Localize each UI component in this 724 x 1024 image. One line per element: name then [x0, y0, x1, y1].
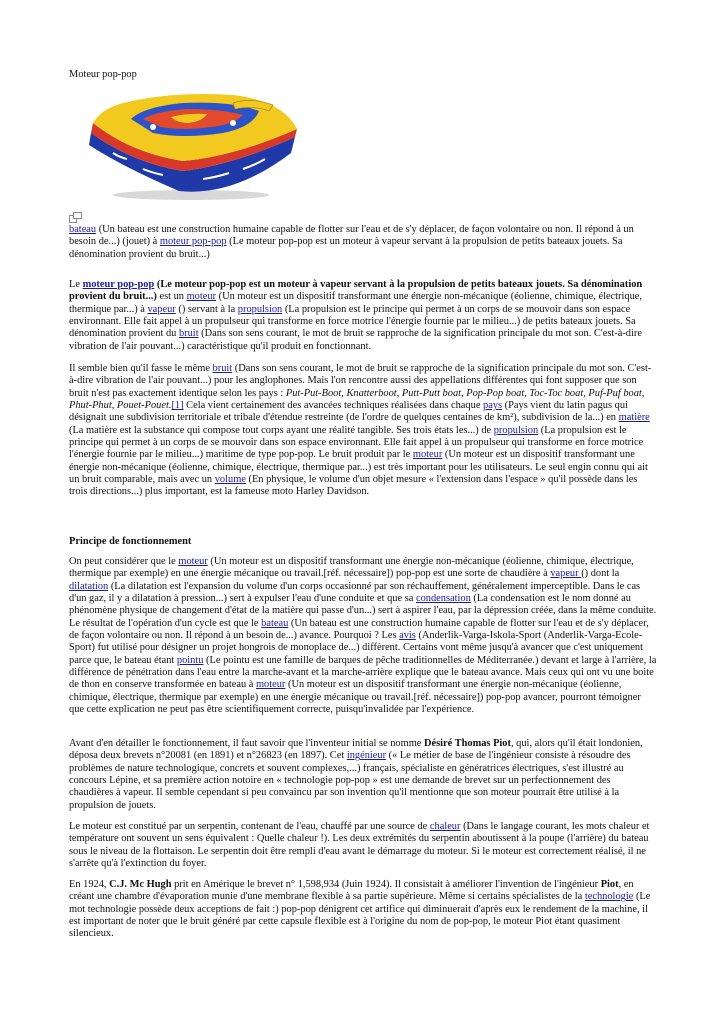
text: (La propulsion est le principe qui permet à un corps de se mouvoir dans son espace environnant. Elle fait appel à un propulseur qui transforme en force motrice l'énergie fournie par le milieu...) de petits bateaux jouets. Sa dénomination provient du	[69, 303, 636, 340]
text: (Un moteur est un dispositif transformant une énergie non-mécanique (éolienne, chimique, électrique, thermique par exemple) en une énergie mécanique ou travail.[réf. nécessaire]) pop-pop avancer, pourront témoigner que cette explication ne peut pas être scientifiquement correcte, puisqu'invalidée par l'expérience.	[69, 679, 641, 716]
text: (Dans son sens courant, le mot de bruit se rapproche de la signification principale du mot son. C'est-à-dire vibration de l'air pouvant...) caractéristique qu'il produit en fonctionnant.	[69, 328, 642, 352]
text: , en créant une chambre d'évaporation munie d'une membrane flexible à sa partie supérieure. Même si certains spécialistes de la	[69, 879, 634, 903]
text: Le moteur est constitué par un serpentin, contenant de l'eau, chauffé par une source de	[69, 821, 430, 832]
link-bateau[interactable]: bateau	[69, 224, 97, 235]
text: (Le pointu est une famille de barques de pêche traditionnelles de Méditerranée.) devant et large à l'arrière, la différence de pénétration dans l'eau entre la marche-avant et la marche-arrière explique que le bateau avance. Mais ceux qui ont vu une boite de thon en conserve transformée en bateau à	[69, 654, 657, 691]
link-technologie[interactable]: technologie	[584, 891, 634, 903]
text: (En physique, le volume d'un objet mesure « l'extension dans l'espace » qu'il possède dans les trois directions...) plus important, est la fameuse moto Harley Davidson.	[69, 474, 638, 498]
link-moteur[interactable]: moteur	[412, 449, 443, 461]
bold-name: Désiré Thomas Piot	[424, 738, 511, 749]
text: , qui, alors qu'il était londonien, déposa deux brevets n°20081 (en 1891) et n°26823 (en 1897). Cet	[69, 738, 643, 762]
link-moteur[interactable]: moteur	[186, 291, 217, 303]
text: (Un bateau est une construction humaine capable de flotter sur l'eau et de s'y déplacer, de façon volontaire ou non. Il répond à un besoin de...) (jouet) à	[69, 224, 634, 248]
intro-paragraph	[69, 279, 657, 353]
bold-name: Piot	[600, 879, 619, 890]
text: (Un bateau est une construction humaine capable de flotter sur l'eau et de s'y déplacer, de façon volontaire ou non. Il répond à un besoin de...) avance. Pourquoi ? Les	[69, 617, 649, 642]
link-text: moteur pop-pop	[82, 279, 155, 290]
text: (« Le métier de base de l'ingénieur consiste à résoudre des problèmes de nature technologique, concrets et souvent complexes,...) français, spécialiste en génératrices électriques, s'est illustré au concours Lépine, et sa première action notoire en « technologie pop-pop » est une demande de brevet sur un perfectionnement des chaudières à vapeur. Il semble cependant si peu convaincu par son invention qu'il mentionne que son moteur pourrait être utilisé à la propulsion de jouets.	[69, 750, 631, 811]
enlarge-icon[interactable]	[69, 212, 82, 223]
text: (La condensation est le nom donné au phénomène physique de changement d'état de la matière qui passe d'un...) sert à aspirer l'eau, par la dépression créée, dans la même conduite. Le résultat de l'opération d'un cycle est que le	[69, 593, 657, 629]
link-bruit[interactable]: bruit	[212, 363, 233, 374]
italic-names: Put-Put-Boot, Knatterboot, Putt-Putt boat, Pop-Pop boat, Toc-Toc boat, Puf-Puf boat, Phut-Phut, Pouet-Pouet.	[69, 387, 645, 412]
link-pointu[interactable]: pointu	[176, 654, 204, 666]
text: (Pays vient du latin pagus qui désignait une subdivision territoriale et tribale d'étendue restreinte (de l'ordre de quelques centaines de km²), subdivision de la...) en	[69, 400, 628, 424]
text: Il semble bien qu'il fasse le même	[69, 363, 213, 374]
section-heading: Principe de fonctionnement	[69, 536, 192, 547]
footnote-link[interactable]: [1]	[171, 400, 184, 412]
link-moteur-pop-pop[interactable]	[83, 279, 155, 290]
link-pays[interactable]: pays	[483, 400, 503, 412]
patent-paragraph	[69, 879, 657, 941]
link-matiere[interactable]: matière	[618, 412, 650, 424]
link-chaleur[interactable]: chaleur	[429, 821, 461, 832]
text: est un	[156, 291, 187, 303]
link-bateau[interactable]: bateau	[261, 617, 289, 629]
text: (Le mot technologie possède deux acceptions de fait :) pop-pop dénigrent cet artifice qui diminuerait d'après eux le rendement de la machine, il est important de noter que le bruit généré par cette capsule flexible est à l'origine du nom de pop-pop, le moteur Piot étant quasiment silencieux.	[69, 891, 651, 940]
bold-text: (Le moteur pop-pop est un moteur à vapeur servant à la propulsion de petits bateaux jouets. Sa dénomination provient du bruit...)	[69, 279, 643, 303]
text: Cela vient certainement des avancées techniques réalisées dans chaque	[183, 400, 484, 412]
text: (Dans le langage courant, les mots chaleur et température ont souvent un sens équivalent : Quelle chaleur !). Les deux extrémités du serpentin aboutissent à la poupe (l'arrière) du bateau sous le niveau de la flottaison. Le serpentin doit être rempli d'eau avant le démarrage du moteur. Si le moteur est correctement réalisé, il ne s'arrête qu'à l'extinction du foyer.	[69, 821, 650, 870]
link-moteur[interactable]: moteur	[178, 556, 208, 567]
link-dilatation[interactable]: dilatation	[69, 580, 109, 592]
link-condensation[interactable]: condensation	[415, 593, 471, 605]
boat-illustration	[83, 83, 305, 203]
text: (Le moteur pop-pop est un moteur à vapeur servant à la propulsion de petits bateaux jouets. Sa dénomination provient du bruit...)	[69, 236, 623, 260]
link-propulsion[interactable]: propulsion	[237, 303, 283, 315]
link-moteur-pop-pop[interactable]: moteur pop-pop	[159, 236, 227, 248]
text: (La matière est la substance qui compose tout corps ayant une réalité tangible. Ses trois états les...) de	[69, 424, 494, 436]
text: () dont la	[581, 568, 620, 580]
caption-paragraph	[69, 224, 657, 261]
text: En 1924,	[69, 879, 110, 890]
page-title: Moteur pop-pop	[69, 69, 137, 80]
text: () servant à la	[175, 303, 238, 315]
text: (Dans son sens courant, le mot de bruit se rapproche de la signification principale du mot son. C'est-à-dire vibration de l'air pouvant...) pour les anglophones. Mais l'on rencontre aussi des appellations différentes qui font supposer que son bruit n'est pas exactement identique selon les pays :	[69, 363, 652, 399]
text: (Un moteur est un dispositif transformant une énergie non-mécanique (éolienne, chimique, électrique, thermique par...) est très important pour les utilisateurs. Le seul engin connu qui ait un bruit comparable, mais avec un	[69, 449, 648, 486]
text: (Un moteur est un dispositif transformant une énergie non-mécanique (éolienne, chimique, électrique, thermique par...) à	[69, 291, 643, 315]
text: Le	[69, 279, 83, 290]
engine-paragraph	[69, 821, 657, 870]
names-paragraph	[69, 363, 657, 499]
bold-name: C.J. Mc Hugh	[109, 879, 172, 890]
link-propulsion[interactable]: propulsion	[493, 424, 539, 436]
text: On peut considérer que le	[69, 556, 179, 567]
text: (La dilatation est l'expansion du volume d'un corps occasionné par son réchauffement, généralement imperceptible. Dans le cas d'un gaz, il y a dilatation à pression...) sert à expulser l'eau d'une conduite et que sa	[69, 580, 641, 605]
link-ingenieur[interactable]: ingénieur	[346, 750, 387, 762]
link-volume[interactable]: volume	[214, 474, 246, 486]
boat-image	[83, 83, 305, 203]
text: (Anderlik-Varga-Iskola-Sport (Anderlik-Varga-Ecole-Sport) fut utilisé pour désigner un projet hongrois de monoplace de...) diffèrent. Certains vont même jusqu'à avancer que c'est uniquement parce que, le bateau étant	[69, 630, 644, 666]
text: prit en Amérique le brevet n° 1,598,934 (Juin 1924). Il consistait à améliorer l'invention de l'ingénieur	[171, 879, 601, 890]
text: (Un moteur est un dispositif transformant une énergie non-mécanique (éolienne, chimique, électrique, thermique par exemple) en une énergie mécanique ou travail.[réf. nécessaire]) pop-pop est une sorte de chaudière à	[69, 556, 634, 580]
text: (La propulsion est le principe qui permet à un corps de se mouvoir dans son espace environnant. Elle fait appel à un propulseur qui transforme en force motrice l'énergie fournie par le milieu...) maritime de type pop-pop. Le bruit produit par le	[69, 424, 644, 461]
link-vapeur[interactable]: vapeur	[550, 568, 582, 580]
text: Avant d'en détailler le fonctionnement, il faut savoir que l'inventeur initial se nomme	[69, 738, 424, 749]
inventor-paragraph	[69, 738, 657, 812]
link-bruit[interactable]: bruit	[178, 328, 199, 340]
principle-paragraph	[69, 556, 657, 716]
link-vapeur[interactable]: vapeur	[147, 303, 176, 315]
link-avis[interactable]: avis	[399, 630, 416, 642]
link-moteur[interactable]: moteur	[255, 679, 286, 691]
